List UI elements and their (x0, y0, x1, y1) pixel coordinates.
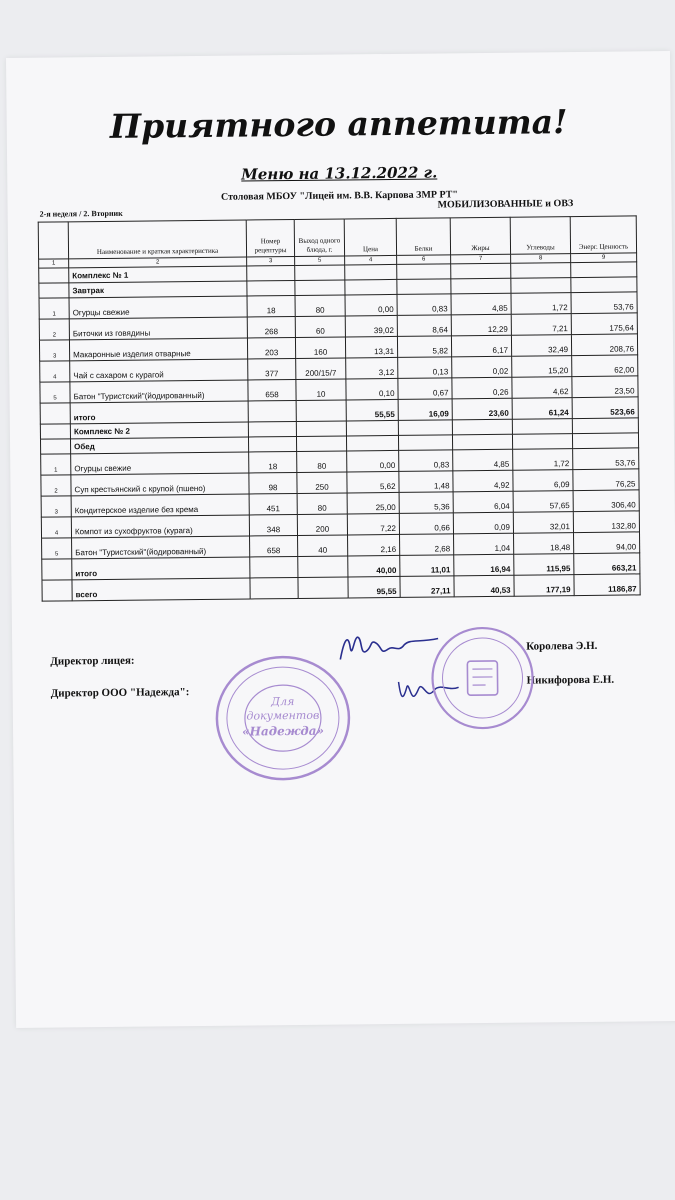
portion-output: 80 (295, 295, 345, 317)
school-stamp (427, 622, 538, 733)
protein: 0,66 (399, 513, 453, 535)
recipe-number: 203 (247, 337, 295, 359)
price: 3,12 (346, 357, 398, 379)
energy: 53,76 (573, 448, 639, 470)
carbs: 4,62 (512, 377, 572, 399)
canteen-name: Столовая МБОУ "Лицей им. В.В. Карпова ЗМР РТ" (220, 189, 458, 203)
energy: 175,64 (571, 313, 637, 335)
recipe-number: 18 (249, 451, 297, 473)
energy: 62,00 (572, 355, 638, 377)
protein: 8,64 (397, 315, 451, 337)
price: 7,22 (347, 513, 399, 535)
col-protein: Белки (396, 218, 450, 256)
subtotal-price: 55,55 (346, 399, 398, 421)
carbs: 15,20 (512, 356, 572, 378)
row-index: 2 (39, 319, 69, 340)
row-index: 3 (39, 340, 69, 361)
menu-table (38, 215, 641, 601)
col-energy: Энерг. Ценность (570, 216, 636, 254)
portion-output: 250 (297, 472, 347, 494)
row-index: 1 (39, 298, 69, 319)
protein: 5,82 (397, 336, 451, 358)
dish-name: Биточки из говядины (69, 317, 247, 340)
price: 0,00 (345, 294, 397, 316)
energy: 94,00 (574, 532, 640, 554)
col-fat: Жиры (450, 217, 510, 255)
portion-output: 160 (295, 337, 345, 359)
price: 2,16 (348, 534, 400, 556)
row-index: 4 (41, 517, 71, 538)
subtotal-carbs: 115,95 (514, 554, 574, 576)
row-index: 5 (42, 538, 72, 559)
dish-name: Чай с сахаром с курагой (70, 359, 248, 382)
dish-name: Огурцы свежие (71, 452, 249, 475)
price: 39,02 (345, 315, 397, 337)
portion-output: 60 (295, 316, 345, 338)
complex-1 (39, 262, 639, 424)
dish-name: Батон "Туристский"(йодированный) (72, 536, 250, 559)
dish-name: Компот из сухофруктов (курага) (71, 515, 249, 538)
complex-2 (40, 418, 640, 580)
row-index: 5 (40, 382, 70, 403)
column-number-row: 1 2 3 5 4 6 7 8 9 (39, 253, 637, 268)
director-name: Королева Э.Н. (526, 639, 598, 653)
subtotal-protein: 16,09 (398, 399, 452, 421)
protein: 2,68 (400, 534, 454, 556)
col-name: Наименование и краткая характеристика (68, 220, 246, 259)
portion-output: 200 (297, 514, 347, 536)
fat: 6,17 (451, 335, 511, 357)
carbs: 32,49 (511, 335, 571, 357)
recipe-number: 348 (249, 514, 297, 536)
price: 25,00 (347, 492, 399, 514)
fat: 12,29 (451, 314, 511, 336)
meal-label: Обед (70, 437, 248, 454)
recipe-number: 377 (248, 358, 296, 380)
subtotal-fat: 16,94 (454, 554, 514, 576)
col-output: Выход одного блюда, г. (294, 219, 344, 257)
total-energy: 1186,87 (574, 574, 640, 596)
energy: 132,80 (573, 511, 639, 533)
protein: 0,83 (397, 294, 451, 316)
fat: 1,04 (454, 533, 514, 555)
energy: 306,40 (573, 490, 639, 512)
total-label: всего (72, 578, 250, 601)
stamp-text-3: «Надежда» (242, 723, 325, 739)
menu-sheet (6, 51, 675, 1028)
price: 13,31 (345, 336, 397, 358)
protein: 0,13 (398, 357, 452, 379)
stamp-text-2: документов (246, 708, 320, 723)
ooo-director-name: Никифорова Е.Н. (526, 673, 615, 687)
subtotal-fat: 23,60 (452, 398, 512, 420)
protein: 0,83 (399, 450, 453, 472)
subtotal-energy: 523,66 (572, 397, 638, 419)
energy: 208,76 (571, 334, 637, 356)
recipe-number: 658 (248, 379, 296, 401)
row-index: 3 (41, 496, 71, 517)
director-label: Директор лицея: (50, 654, 135, 668)
carbs: 57,65 (513, 491, 573, 513)
recipe-number: 658 (250, 535, 298, 557)
fat: 0,26 (452, 377, 512, 399)
recipe-number: 98 (249, 472, 297, 494)
category-label: МОБИЛИЗОВАННЫЕ и ОВЗ (437, 198, 574, 211)
recipe-number: 268 (247, 316, 295, 338)
portion-output: 40 (298, 535, 348, 557)
fat: 6,04 (453, 491, 513, 513)
col-recipe: Номер рецептуры (246, 219, 294, 257)
col-price: Цена (344, 218, 396, 256)
subtotal-label: итого (70, 401, 248, 424)
fat: 4,92 (453, 470, 513, 492)
carbs: 32,01 (513, 512, 573, 534)
total-protein: 27,11 (400, 576, 454, 598)
carbs: 18,48 (514, 533, 574, 555)
dish-name: Батон "Туристский"(йодированный) (70, 380, 248, 403)
recipe-number: 18 (247, 295, 295, 317)
fat: 4,85 (451, 293, 511, 315)
carbs: 1,72 (511, 293, 571, 315)
total-fat: 40,53 (454, 575, 514, 597)
subtotal-protein: 11,01 (400, 555, 454, 577)
dish-name: Суп крестьянский с крупой (пшено) (71, 473, 249, 496)
nadezhda-stamp (212, 652, 353, 783)
total-carbs: 177,19 (514, 575, 574, 597)
energy: 53,76 (571, 292, 637, 314)
fat: 0,02 (452, 356, 512, 378)
ooo-director-label: Директор ООО "Надежда": (50, 686, 190, 700)
dish-name: Огурцы свежие (69, 296, 247, 319)
fat: 0,09 (453, 512, 513, 534)
protein: 0,67 (398, 378, 452, 400)
portion-output: 80 (297, 451, 347, 473)
energy: 23,50 (572, 376, 638, 398)
row-index: 1 (41, 454, 71, 475)
energy: 76,25 (573, 469, 639, 491)
price: 0,10 (346, 378, 398, 400)
dish-name: Кондитерское изделие без крема (71, 494, 249, 517)
carbs: 6,09 (513, 470, 573, 492)
protein: 1,48 (399, 471, 453, 493)
col-carbs: Углеводы (510, 217, 570, 255)
row-index: 4 (40, 361, 70, 382)
subtotal-price: 40,00 (348, 555, 400, 577)
stamp-text-1: Для (271, 695, 295, 709)
subtotal-energy: 663,21 (574, 553, 640, 575)
menu-date: Меню на 13.12.2022 г. (241, 163, 438, 184)
complex-label: Комплекс № 2 (70, 422, 248, 439)
recipe-number: 451 (249, 493, 297, 515)
carbs: 7,21 (511, 314, 571, 336)
carbs: 1,72 (513, 449, 573, 471)
protein: 5,36 (399, 492, 453, 514)
meal-label: Завтрак (69, 281, 247, 298)
subtotal-label: итого (72, 557, 250, 580)
portion-output: 10 (296, 379, 346, 401)
price: 5,62 (347, 471, 399, 493)
week-day: 2-я неделя / 2. Вторник (39, 208, 123, 219)
portion-output: 200/15/7 (296, 358, 346, 380)
fat: 4,85 (453, 449, 513, 471)
row-index: 2 (41, 475, 71, 496)
complex-label: Комплекс № 1 (69, 266, 247, 283)
page-title: Приятного аппетита! (109, 102, 568, 146)
dish-name: Макаронные изделия отварные (69, 338, 247, 361)
header-row (38, 216, 636, 259)
portion-output: 80 (297, 493, 347, 515)
price: 0,00 (347, 450, 399, 472)
total-price: 95,55 (348, 576, 400, 598)
subtotal-carbs: 61,24 (512, 398, 572, 420)
